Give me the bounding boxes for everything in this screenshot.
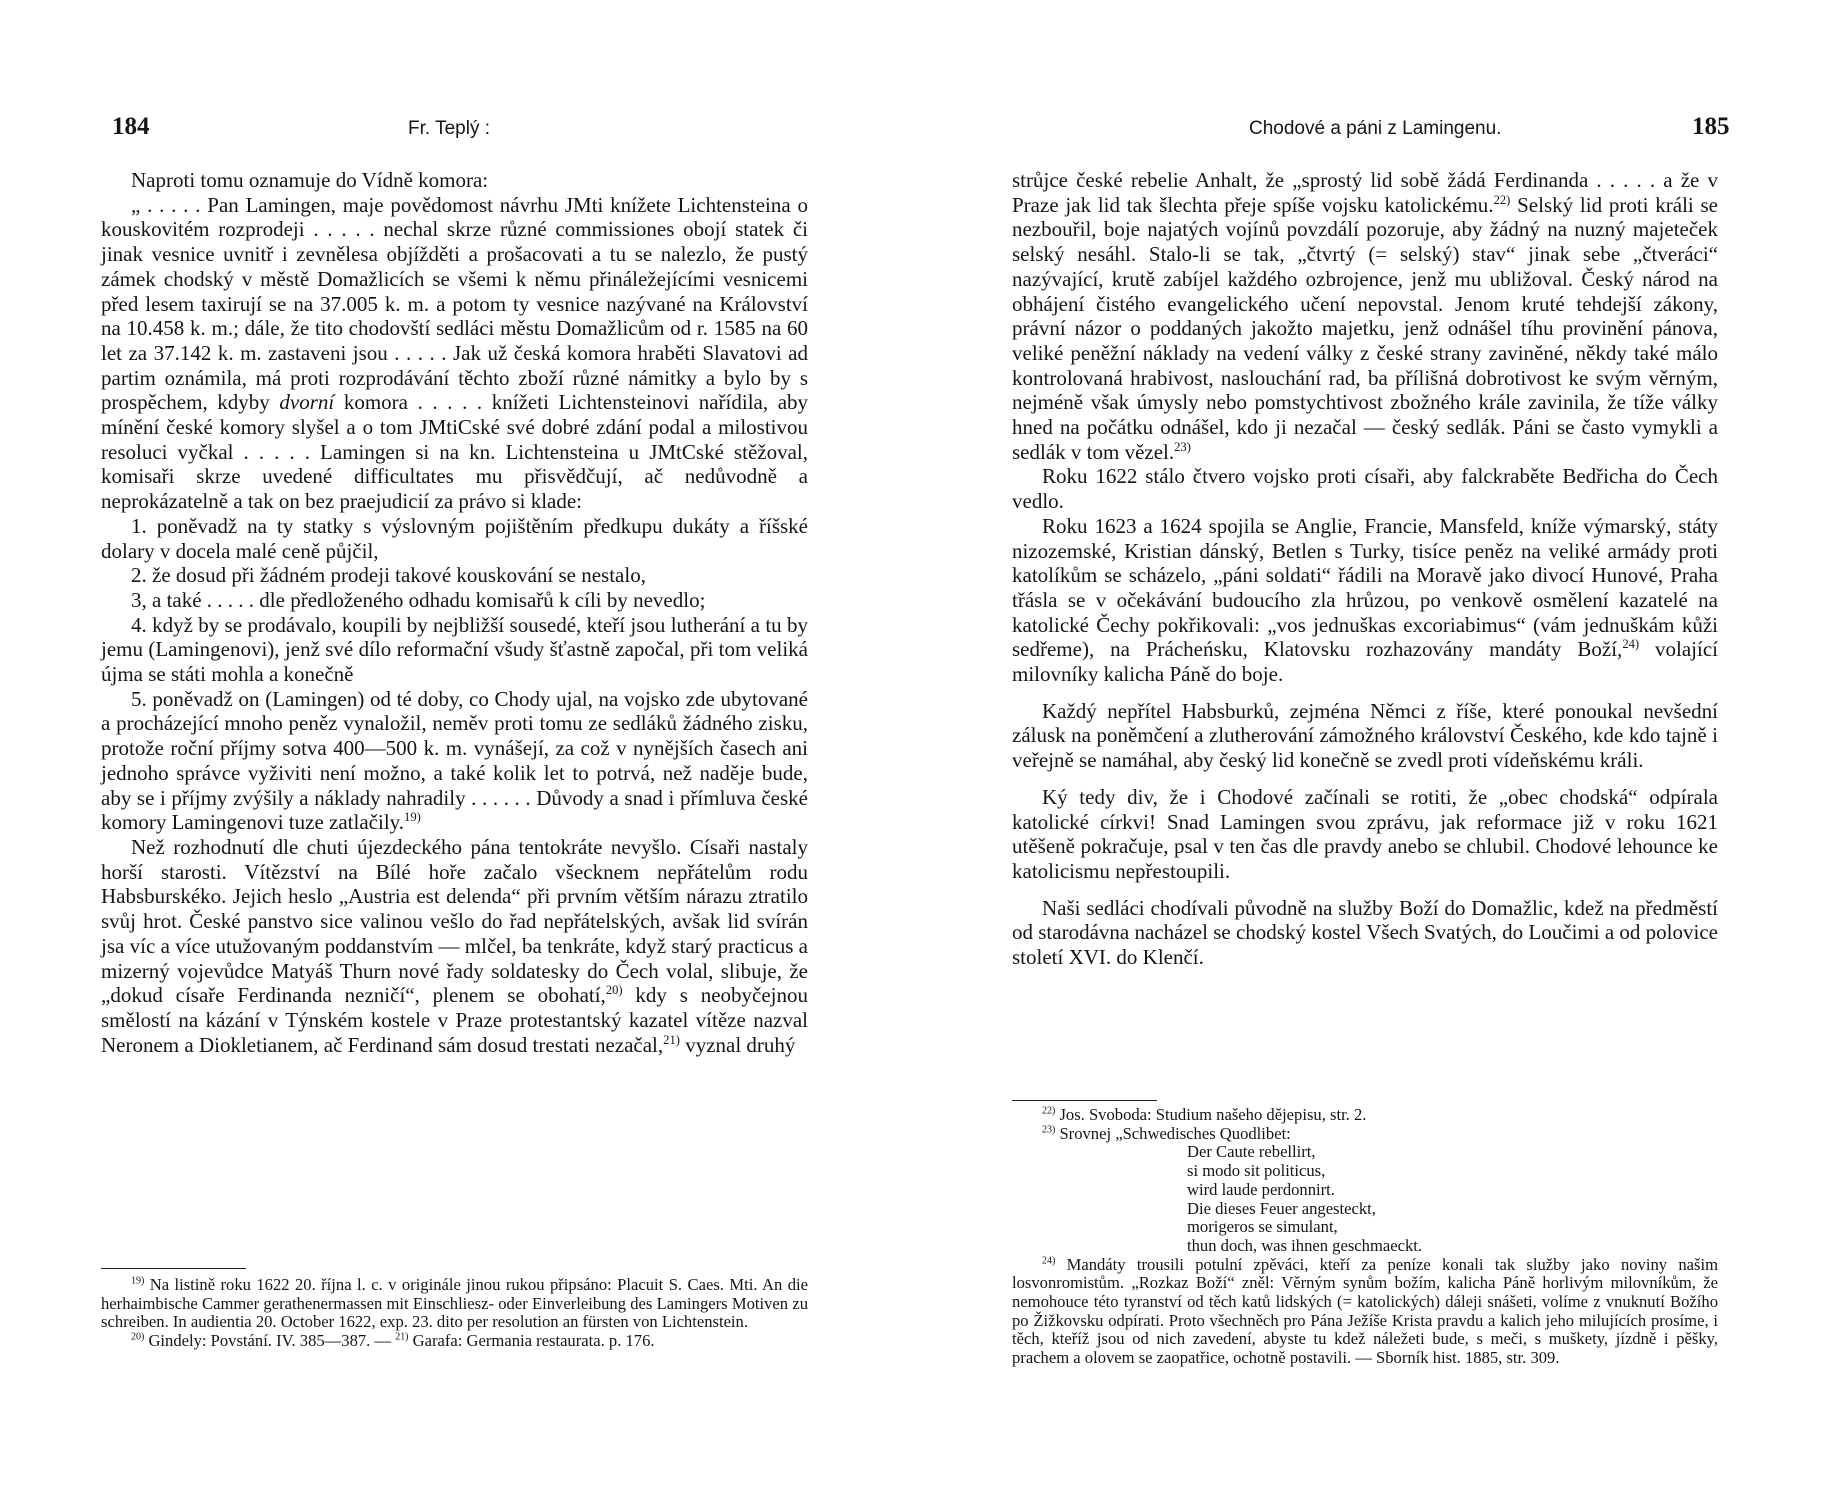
footnote-ref: 24) (1622, 637, 1640, 652)
list-item: 2. že dosud při žádném prodeji takové kouskování se nestalo, (131, 563, 646, 588)
right-footnotes (1012, 1106, 1718, 1368)
paragraph: Každý nepřítel Habsburků, zejména Němci z říše, které ponoukal nevšední zálusk na poněmčení a zlutherování zámožného království Českého, kde kdo tajně i veřejně se namáhal, aby český lid konečně se zvedl proti vídeňskému králi. (1012, 698, 1718, 773)
poem-line: Die dieses Feuer angesteckt, (1187, 1198, 1376, 1218)
footnote-ref: 23) (1174, 439, 1191, 454)
list-item: 5. poněvadž on (Lamingen) od té doby, co Chody ujal, na vojsko zde ubytované a procházející mnoho peněz vynaložil, neměv proti tomu ze sedláků žádného zisku, protože roční příjmy sotva 400—500 k. m. vynášejí, za což v nynějších časech ani jednoho správce vyživiti není možno, a také kolik let to potrvá, než naděje bude, aby se i příjmy zvýšily a náklady nahradily . . . . . . Důvody a snad i přímluva české komory Lamingenovi tuze zatlačily.$^{19)}$ (101, 686, 808, 835)
poem-line: morigeros se simulant, (1187, 1217, 1338, 1237)
poem-line: wird laude perdonnirt. (1187, 1179, 1335, 1199)
emphasis: dvorní (279, 390, 335, 415)
footnote-ref: 22) (1493, 192, 1511, 207)
poem-line: Der Caute rebellirt, (1187, 1142, 1316, 1162)
paragraph: Roku 1622 stálo čtvero vojsko proti císaři, aby falckraběte Bedřicha do Čech vedlo. (1012, 464, 1718, 514)
poem-quote (1012, 1143, 1718, 1255)
poem-line: thun doch, was ihnen geschmaeckt. (1187, 1235, 1423, 1255)
list-item: 3, a také . . . . . dle předloženého odhadu komisařů k cíli by nevedlo; (131, 587, 706, 612)
footnote: $^{24)}$ Mandáty trousili potulní zpěváci, kteří za peníze konali tak služby jako noviny našim losvonromistům. „Rozkaz Boží“ zněl: Věrným synům božím, kalicha Páně horlivým milovníkům, že nemohouce této tyranství od těch katů lidských (= katolických) dáleji snášeti, volíme z vnuknutí Božího po Žižkovsku odpírati. Proto všechněch pro Pána Ježíše Krista pravdu a kalich jeho milujících prosíme, i těch, kteříž jsou od nich zavedení, abyste tu kdež náležeti bude, s meči, s muškety, jízdně i pěšky, prachem a olovem se zaopatřice, ochotně postavili. — Sborník hist. 1885, str. 309. (1012, 1254, 1718, 1368)
paragraph: Ký tedy div, že i Chodové začínali se rotiti, že „obec chodská“ odpírala katolické církvi! Snad Lamingen svou zprávu, jak reformace již v roku 1621 utěšeně pokračuje, psal v ten čas dle pravdy anebo se chlubil. Chodové lehounce ke katolicismu nepřestoupili. (1012, 784, 1718, 883)
paragraph: „ . . . . . Pan Lamingen, maje povědomost návrhu JMti knížete Lichtensteina o kouskovitém rozprodeji . . . . . nechal skrze různé commissiones obojí statek či jinak vesnice uvnitř i zevnělesa objížděti a prošacovati a tu se nalezlo, že pustý zámek chodský v městě Domažlicích se všemi k němu přináležejícími vesnicemi před lesem taxirují se na 37.005 k. m. a potom ty vesnice nazývané na Království na 10.458 k. m.; dále, že tito chodovští sedláci městu Domažlicům od r. 1585 na 60 let za 37.142 k. m. zastaveni jsou . . . . . Jak už česká komora hraběti Slavatovi ad partim oznámila, má proti rozprodávání těchto zboží různé námitky a bylo by s prospěchem, kdyby dvorní komora . . . . . knížeti Lichtensteinovi nařídila, aby mínění české komory slyšel a o tom JMtiCské své dobré zdání podal a milostivou resoluci vyčkal . . . . . Lamingen si na kn. Lichtensteina u JMtCské stěžoval, komisaři skrze uvedené difficultates mu přisvědčují, ač nedůvodně a neprokázatelně a tak on bez praejudicií za právo si klade: (101, 192, 809, 514)
list-item: 4. když by se prodávalo, koupili by nejbližší sousedé, kteří jsou lutherání a tu by jemu (Lamingenovi), jenž své dílo reformační všudy šťastně započal, při tom veliká újma se státi mohla a konečně (101, 612, 808, 687)
footnote-ref: 20) (605, 983, 623, 998)
footnote: $^{22)}$ Jos. Svoboda: Studium našeho dějepisu, str. 2. (1042, 1105, 1367, 1124)
poem-line: si modo sit politicus, (1187, 1161, 1326, 1181)
left-body-text (101, 168, 808, 1057)
footnote-rule (1012, 1100, 1157, 1101)
page-number: 184 (112, 113, 150, 140)
footnote: $^{23)}$ Srovnej „Schwedisches Quodlibet: (1042, 1123, 1291, 1143)
left-footnotes (101, 1276, 808, 1351)
paragraph: Než rozhodnutí dle chuti újezdeckého pána tentokráte nevyšlo. Císaři nastaly horší starosti. Vítězství na Bílé hoře začalo všecknem nepřátelům rodu Habsburskékо. Jejich heslo „Austria est delenda“ při prvním větším nárazu ztratilo svůj hrot. České panstvo sice valinou vešlo do řad nepřátelských, avšak lid svírán jsa víc a více utužovaným poddanstvím — mlčel, ba tenkráte, když starý practicus a mizerný vojevůdce Matyáš Thurn nové řady soldatesky do Čech volal, slibuje, že „dokud císaře Ferdinanda nezničí“, plenem se obohatí,$^{20)}$ kdy s neobyčejnou smělostí na kázání v Týnském kostele v Praze protestantský kazatel vítěze nazval Neronem a Diokletianem, ač Ferdinand sám dosud trestati nezačal,$^{21)}$ vyznal druhý (101, 834, 808, 1057)
left-page-header (0, 113, 911, 146)
footnote: $^{20)}$ Gindely: Povstání. IV. 385—387. — $^{21)}$ Garafa: Germania restaurata. p. 176. (131, 1331, 655, 1351)
running-head: Fr. Teplý : (408, 118, 491, 139)
paragraph: Naši sedláci chodívali původně na služby Boží do Domažlic, kdež na předměstí od starodávna nacházel se chodský kostel Všech Svatých, do Loučimi a od polovice století XVI. do Klenčí. (1012, 895, 1718, 970)
right-page (911, 0, 1822, 1500)
running-head: Chodové a páni z Lamingenu. (1249, 118, 1502, 139)
paragraph: strůjce české rebelie Anhalt, že „sprostý lid sobě žádá Ferdinanda . . . . . a že v Praze jak lid tak šlechta přeje spíše vojsku katolickému.$^{22)}$ Selský lid proti králi se nezbouřil, boje najatých vojínů povzdálí pozoruje, aby žádný na nuzný majeteček selský nesáhl. Stalo-li se tak, „čtvrtý (= selský) stav“ jinak sebe „čtveráci“ nazývající, krutě zabíjel každého ozbrojence, jenž mu ubližoval. Český národ na obhájení čistého evangelického učení nepovstal. Jenom kruté tehdejší zákony, právní názor o poddaných jakožto majetku, jenž odnášel tíhu provinění pánova, veliké peněžní náklady na vedení války z české strany zaviněné, někdy také málo kontrolovaná hrabivost, naslouchání rad, ba přílišná dobrotivost ke svým věrným, nejméně však úmysly nebo pomstychtivost zbožného krále zavinila, že tíže války hned na počátku odnášel, kdo ji nezačal — český sedlák. Páni se často vymykli a sedlák v tom vězel.$^{23)}$ (1012, 168, 1718, 464)
right-body-text (1012, 168, 1718, 970)
footnote-rule (101, 1268, 246, 1269)
paragraph: Naproti tomu oznamuje do Vídně komora: (131, 168, 489, 192)
right-page-header (911, 113, 1822, 146)
footnote: $^{19)}$ Na listině roku 1622 20. října l. c. v originále jinou rukou připsáno: Placuit S. Caes. Mti. An die herhaimbische Cammer gerathenermassen mit Einschliesz- oder Einverleibung des Lamingers Motiven zu schreiben. In audientia 20. October 1622, exp. 23. dito per resolution an fürsten von Lichtenstein. (101, 1275, 808, 1332)
list-item: 1. poněvadž na ty statky s výslovným pojištěním předkupu dukáty a říšské dolary v docela malé ceně půjčil, (101, 513, 808, 563)
footnote-ref: 21) (663, 1032, 680, 1047)
footnote-ref: 19) (404, 810, 421, 825)
paragraph: Roku 1623 a 1624 spojila se Anglie, Francie, Mansfeld, kníže výmarský, státy nizozemské, Kristian dánský, Betlen s Turky, tisíce peněz na veliké armády proti katolíkům se scházelo, „páni soldati“ řádili na Moravě jako divocí Hunové, Praha třásla se v očekávání budoucího zla hrůzou, po venkově osmělení kazatelé na katolické Čechy pokřikovali: „vos jednuškas excoriabimus“ (vám jednuškám kůži sedřeme), na Prácheńsku, Klatovsku rozhazovány mandáty Boží,$^{24)}$ volající milovníky kalicha Páně do boje. (1012, 513, 1718, 687)
page-number: 185 (1692, 113, 1730, 140)
